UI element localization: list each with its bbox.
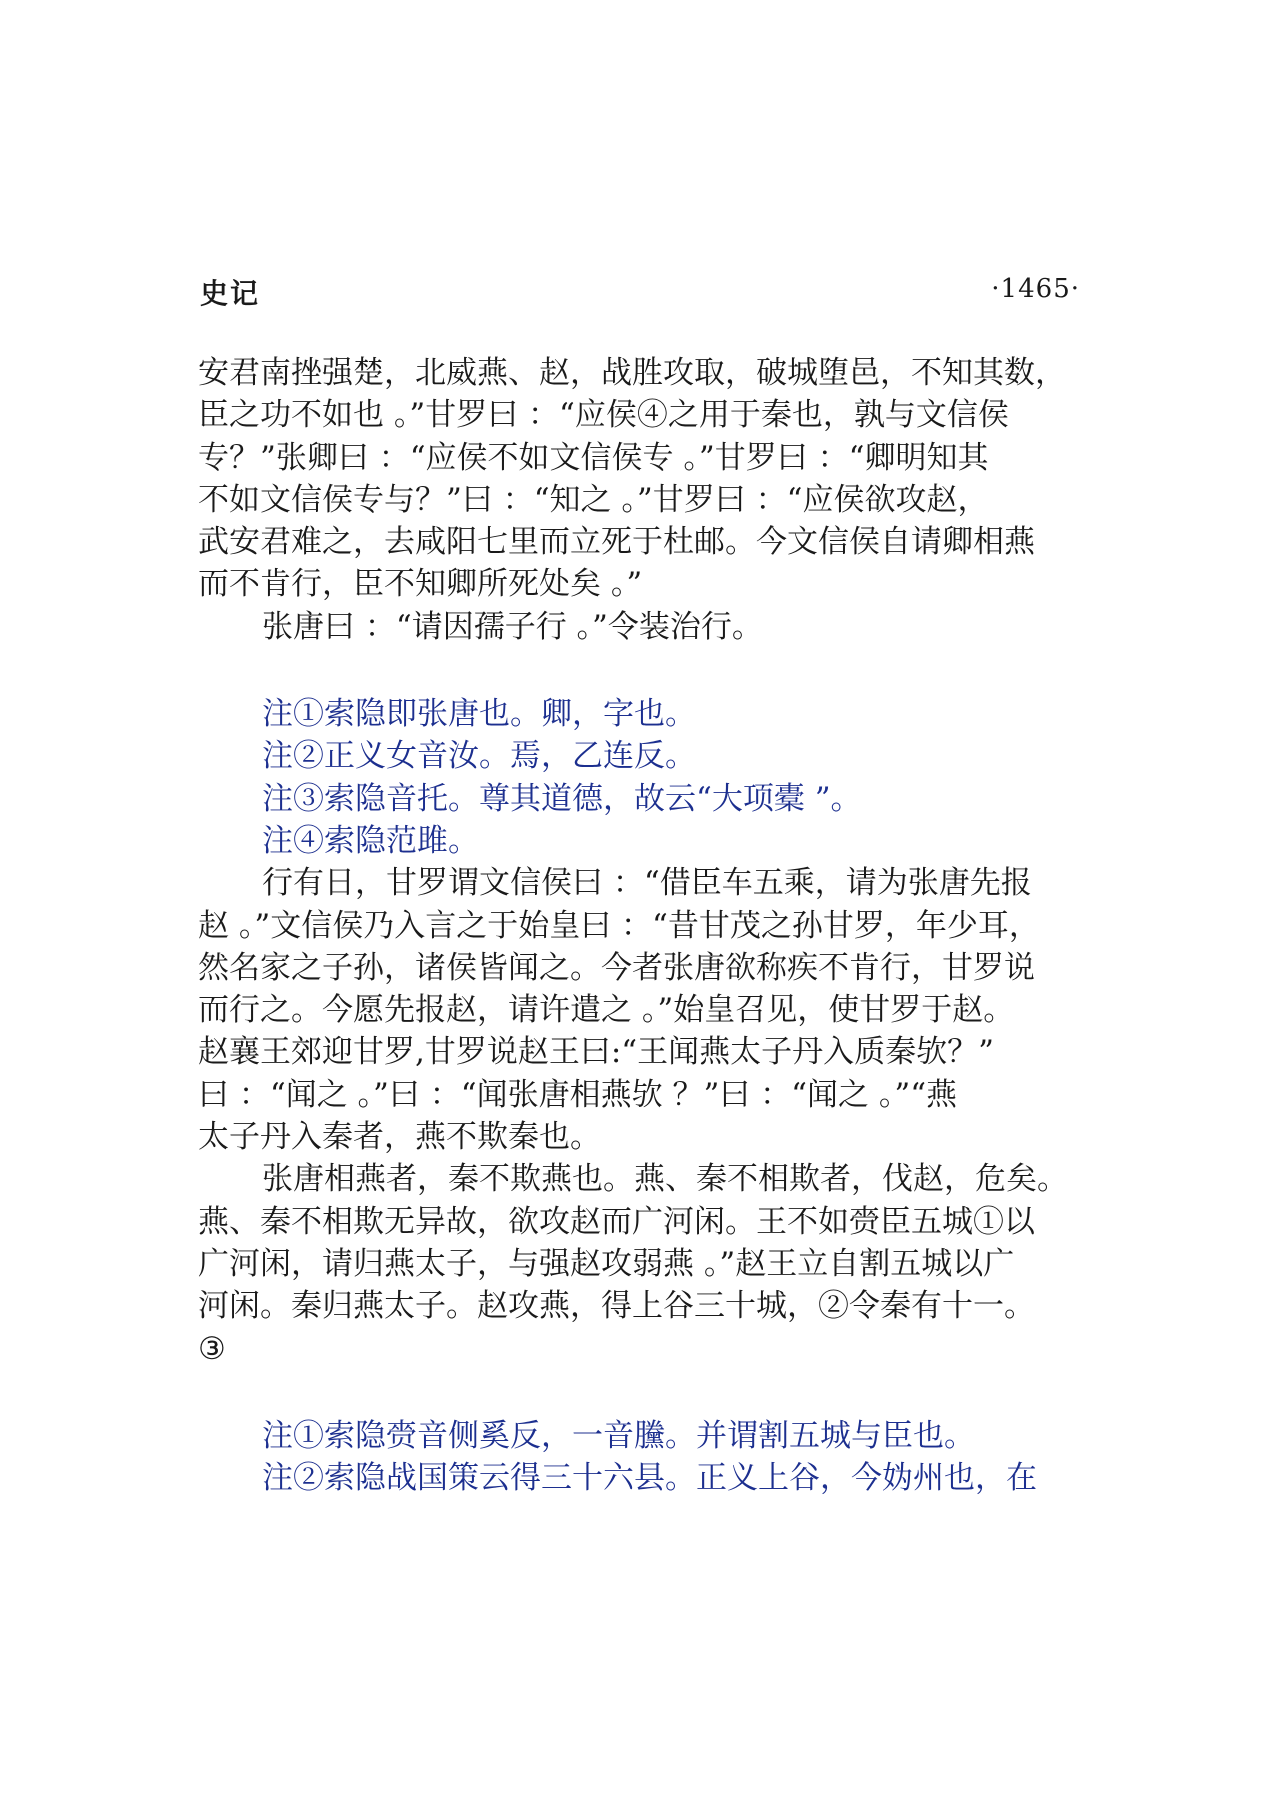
- text-line: 专？”张卿曰 ：“应侯不如文信侯专 。”甘罗曰 ：“卿明知其: [198, 439, 989, 476]
- text-line: 燕、秦不相欺无异故，欲攻赵而广河闲。王不如赍臣五城①以: [198, 1203, 1035, 1240]
- footnote-line: 注③索隐音托。尊其道德，故云“大项橐 ”。: [262, 780, 862, 817]
- text-line: 安君南挫强楚，北威燕、赵，战胜攻取，破城堕邑，不知其数，: [198, 355, 1066, 391]
- running-head: [200, 272, 1080, 312]
- text-line: 臣之功不如也 。”甘罗曰 ：“应侯④之用于秦也，孰与文信侯: [198, 397, 1009, 434]
- text-line: 太子丹入秦者，燕不欺秦也。: [198, 1119, 601, 1156]
- footnote-line: 注②索隐战国策云得三十六县。正义上谷，今妫州也，在: [262, 1460, 1037, 1497]
- text-line: 张唐曰 ：“请因孺子行 。”令装治行。: [262, 608, 763, 645]
- text-line: ③: [198, 1330, 226, 1367]
- text-line: 不如文信侯专与？”曰 ：“知之 。”甘罗曰 ：“应侯欲攻赵，: [198, 481, 989, 518]
- text-line: 曰 ：“闻之 。”曰 ：“闻张唐相燕欤 ？”曰 ：“闻之 。”“燕: [198, 1076, 958, 1113]
- text-line: 张唐相燕者，秦不欺燕也。燕、秦不相欺者，伐赵，危矣。: [262, 1161, 1068, 1198]
- footnote-line: 注④索隐范雎。: [262, 822, 479, 859]
- body-text: [198, 352, 1088, 1499]
- text-line: 河闲。秦归燕太子。赵攻燕，得上谷三十城，②令秦有十一。: [198, 1288, 1035, 1325]
- text-line: 武安君难之，去咸阳七里而立死于杜邮。今文信侯自请卿相燕: [198, 524, 1035, 561]
- text-line: 行有日，甘罗谓文信侯曰 ：“借臣车五乘，请为张唐先报: [262, 865, 1032, 902]
- text-line: 而不肯行，臣不知卿所死处矣 。”: [198, 566, 643, 603]
- page-number: ·1465·: [991, 274, 1080, 304]
- text-line: 赵 。”文信侯乃入言之于始皇曰 ：“昔甘茂之孙甘罗，年少耳，: [198, 907, 1040, 944]
- text-line: 赵襄王郊迎甘罗,甘罗说赵王曰:“王闻燕太子丹入质秦欤？”: [198, 1034, 994, 1071]
- text-line: 然名家之子孙，诸侯皆闻之。今者张唐欲称疾不肯行，甘罗说: [198, 949, 1035, 986]
- footnote-line: 注①索隐即张唐也。卿，字也。: [262, 696, 696, 733]
- book-title: 史记: [200, 277, 261, 310]
- footnote-line: 注①索隐赍音侧奚反，一音黱。并谓割五城与臣也。: [262, 1417, 975, 1454]
- section-gap: [198, 1370, 1088, 1415]
- text-line: 而行之。今愿先报赵，请许遣之 。”始皇召见，使甘罗于赵。: [198, 992, 1015, 1029]
- text-line: 广河闲，请归燕太子，与强赵攻弱燕 。”赵王立自割五城以广: [198, 1245, 1015, 1282]
- section-gap: [198, 648, 1088, 693]
- footnote-line: 注②正义女音汝。焉，乙连反。: [262, 738, 696, 775]
